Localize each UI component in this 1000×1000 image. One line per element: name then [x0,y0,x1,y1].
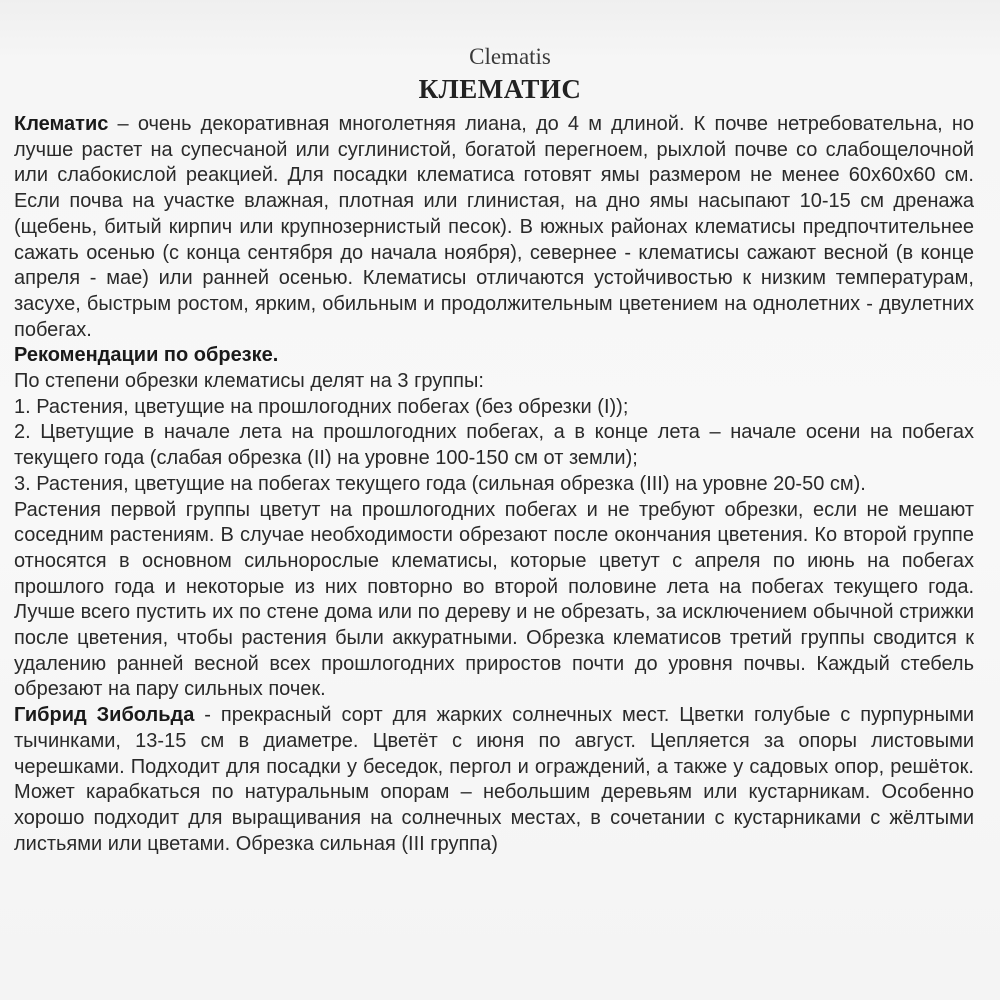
variety-paragraph [14,703,974,857]
pruning-group-item: 1. Растения, цветущие на прошлогодних побегах (без обрезки (I)); [14,395,629,418]
pruning-details: Растения первой группы цветут на прошлогодних побегах и не требуют обрезки, если не мешают соседним растениям. В случае необходимости обрезают после окончания цветения. Ко второй группе относятся в основном сильнорослые клематисы, которые цветут с апреля по июнь на побегах прошлого года и некоторые из них повторно во второй половине лета на побегах текущего года. Лучше всего пустить их по стене дома или по дереву и не обрезать, за исключением обычной стрижки после цветения, чтобы растения были аккуратными. Обрезка клематисов третий группы сводится к удалению ранней весной всех прошлогодних приростов почти до уровня почвы. Каждый стебель обрезают на пару сильных почек. [14,498,974,701]
pruning-groups-intro: По степени обрезки клематисы делят на 3 группы: [14,370,484,393]
variety-lead: Гибрид Зибольда [14,704,195,727]
intro-text: – очень декоративная многолетняя лиана, до 4 м длиной. К почве нетребовательна, но лучше растет на супесчаной или суглинистой, богатой перегноем, рыхлой почве со слабощелочной или слабокислой реакцией. Для посадки клематиса готовят ямы размером не менее 60х60х60 см. Если почва на участке влажная, плотная или глинистая, на дно ямы насыпают 10-15 см дренажа (щебень, битый кирпич или крупнозернистый песок). В южных районах клематисы предпочтительнее сажать осенью (с конца сентября до начала ноября), севернее - клематисы сажают весной (в конце апреля - мае) или ранней осенью. Клематисы отличаются устойчивостью к низким температурам, засухе, быстрым ростом, ярким, обильным и продолжительным цветением на однолетних - двулетних побегах. [14,113,974,341]
pruning-group-item: 3. Растения, цветущие на побегах текущего года (сильная обрезка (III) на уровне 20-50 см). [14,472,866,495]
variety-text: - прекрасный сорт для жарких солнечных мест. Цветки голубые с пурпурными тычинками, 13-15 см в диаметре. Цветёт с июня по август. Цепляется за опоры листовыми черешками. Подходит для посадки у беседок, пергол и ограждений, а также у садовых опор, решёток. Может карабкаться по натуральным опорам – небольшим деревьям или кустарникам. Особенно хорошо подходит для выращивания на солнечных местах, в сочетании с кустарниками с жёлтыми листьями или цветами. Обрезка сильная (III группа) [14,704,974,855]
page-title: КЛЕМАТИС [418,74,582,104]
intro-lead: Клематис [14,113,109,135]
pruning-heading: Рекомендации по обрезке. [14,344,279,367]
pruning-group-item: 2. Цветущие в начале лета на прошлогодних побегах, а в конце лета – начале осени на побегах текущего года (слабая обрезка (II) на уровне 100-150 см от земли); [14,421,974,470]
latin-name: Clematis [469,44,551,69]
body-text [14,112,974,857]
intro-paragraph [14,112,974,343]
